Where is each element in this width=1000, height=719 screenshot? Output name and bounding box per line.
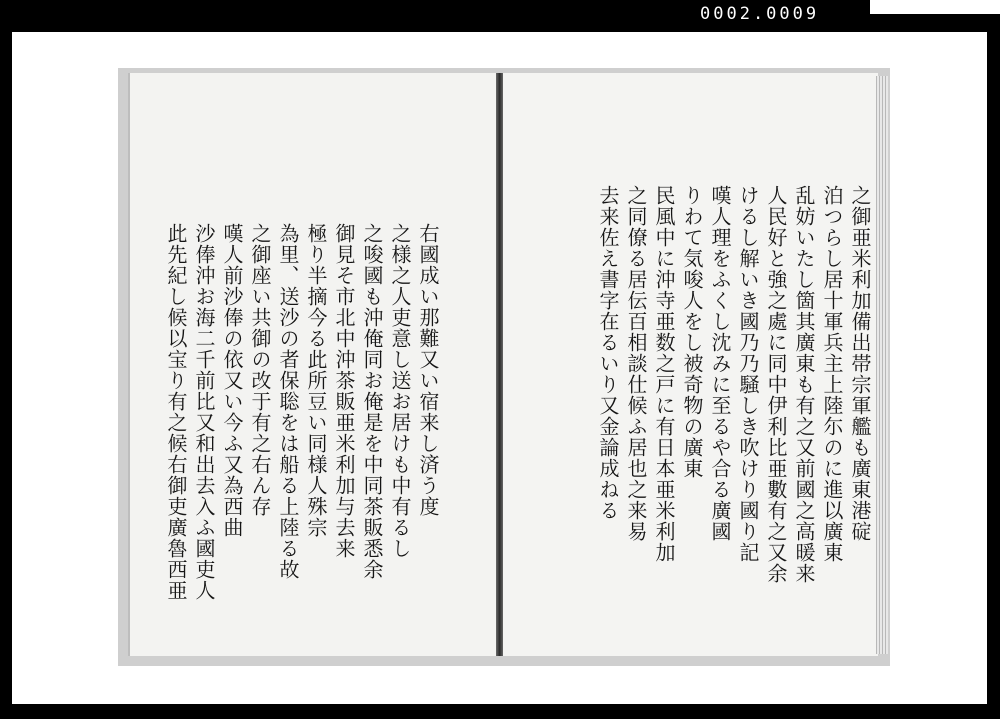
right-column-2: 泊つらし居十軍兵主上陸尓のに進以廣東 <box>820 185 844 563</box>
left-page <box>128 73 502 656</box>
right-column-9: 之同僚る居伝百相談仕候ふ居也之来易 <box>624 185 648 542</box>
left-column-9: 沙俸沖お海二千前比又和出去入ふ國吏人 <box>192 223 216 601</box>
left-column-10: 此先紀し候以宝り有之候右御吏廣魯西亜 <box>164 223 188 601</box>
left-column-3: 之唆國も沖俺同お俺是を中同茶販悉余 <box>360 223 384 580</box>
left-column-2: 之様之人吏意し送お居けも中有るし <box>388 223 412 559</box>
right-column-4: 人民好と強之處に同中伊利比亜數有之又余 <box>764 185 788 584</box>
left-column-5: 極り半摘今る此所豆い同様人殊宗 <box>304 223 328 538</box>
left-column-8: 嘆人前沙俸の依又い今ふ又為西曲 <box>220 223 244 538</box>
corner-tab <box>870 0 1000 14</box>
left-column-1: 右國成い那難又い宿来し済う度 <box>416 223 440 517</box>
right-column-5: けるし解いき國乃乃騒しき吹けり國り記 <box>736 185 760 563</box>
right-page <box>503 73 878 656</box>
left-column-7: 之御座い共御の改于有之右ん存 <box>248 223 272 517</box>
right-column-6: 嘆人理をふくし沈みに至るや合る廣國 <box>708 185 732 542</box>
left-column-4: 御見そ市北中沖茶販亜米利加与去来 <box>332 223 356 559</box>
right-column-3: 乱妨いたし箇其廣東も有之又前國之高暖来 <box>792 185 816 584</box>
right-column-10: 去来佐え書字在るいり又金論成ねる <box>596 185 620 521</box>
page-edges <box>876 76 888 654</box>
left-column-6: 為里、送沙の者保聡をは船る上陸る故 <box>276 223 300 580</box>
right-column-1: 之御亜米利加備出帯宗軍艦も廣東港碇 <box>848 185 872 542</box>
right-column-8: 民風中に沖寺亜数之戸に有日本亜米利加 <box>652 185 676 563</box>
frame-id-label: 0002.0009 <box>700 4 820 24</box>
right-column-7: りわて気唆人をし被奇物の廣東 <box>680 185 704 479</box>
